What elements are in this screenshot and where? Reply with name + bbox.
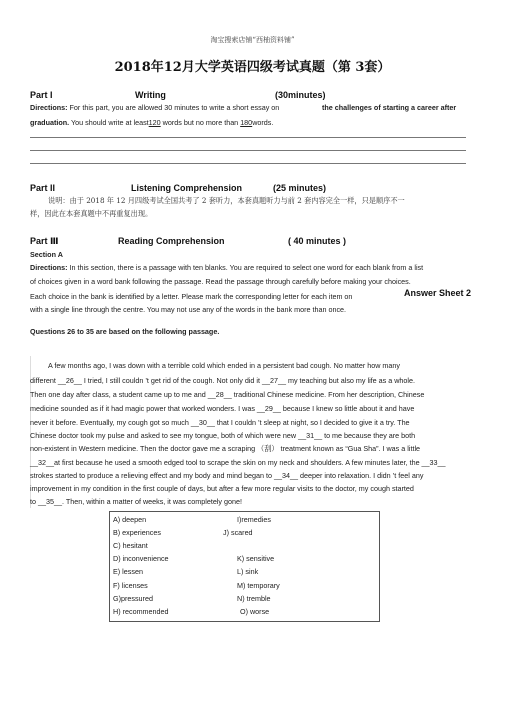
writing-line-2 [30,150,466,151]
passage-line: A few months ago, I was down with a terrible cold which ended in a persistent bad cough. No matter how many [48,361,400,370]
word-limit-end: words. [252,118,274,127]
essay-topic-end: graduation. [30,118,70,127]
word-bank-option: M) temporary [237,581,280,590]
passage-line: to __35__. Then, within a matter of weeks, it was completely gone! [30,497,243,506]
part1-time: (30minutes) [275,90,326,100]
answer-sheet-label: Answer Sheet 2 [404,288,472,298]
part3-directions-line3: Each choice in the bank is identified by a letter. Please mark the corresponding letter for each item on [30,292,353,301]
word-bank-option: C) hesitant [113,541,148,550]
word-bank-option: L) sink [237,567,259,576]
min-words: 120 [148,118,161,127]
passage-line: medicine sounded as if it had magic power that worked wonders. I was __29__ because I knew so little about it and have [30,404,415,413]
part2-label: Part II [30,183,56,193]
passage-line: __32__at first because he used a smooth edged tool to scrape the skin on my neck and shoulders. A few minutes later, the __33__ [30,458,446,467]
part1-directions-line2 [30,118,273,127]
part3-label: Part Ⅲ [30,236,59,246]
word-bank-option: A) deepen [113,515,147,524]
writing-line-3 [30,163,466,164]
part3-directions-line2: of choices given in a word bank following the passage. Read the passage through carefully before making your choices. [30,277,411,286]
word-bank-option: K) sensitive [237,554,275,563]
passage-line: different __26__ I tried, I still couldn ’t get rid of the cough. Not only did it __27__ my teaching but also my life as a whole. [30,376,416,385]
part3-directions-text1: In this section, there is a passage with ten blanks. You are required to select one word for each blank from a list [69,263,424,272]
word-bank-option: F) licenses [113,581,148,590]
part1-label: Part I [30,90,53,100]
passage-line: never it before. Eventually, my cough got so much __30__ that I couldn ’t sleep at night, so I decided to give it a try. The [30,418,410,427]
passage-line: improvement in my condition in the first couple of days, but after a few more regular visits to the doctor, my cough started [30,484,414,493]
passage-line: strokes started to produce a relieving effect and my body and mind began to __34__ deeper into relaxation. I didn ’t feel any [30,471,424,480]
word-limit-mid: words but no more than [162,118,239,127]
part3-directions-line4: with a single line through the centre. You may not use any of the words in the bank more than once. [30,305,347,314]
directions-label: Directions: [30,103,68,112]
section-heading: Section A [30,250,63,259]
part2-name: Listening Comprehension [131,183,243,193]
word-bank-option: I)remedies [237,515,271,524]
passage-line: Then one day after class, a student came up to me and __28__ traditional Chinese medicine. From her description, Chinese [30,390,425,399]
passage-line: non-existent in Western medicine. Then the doctor gave me a scraping （刮） treatment known as “Gua Sha”. I was a little [30,444,421,453]
essay-topic: the challenges of starting a career after [322,103,457,112]
word-bank-option: N) tremble [237,594,271,603]
part3-name: Reading Comprehension [118,236,225,246]
part3-time: ( 40 minutes ) [288,236,347,246]
max-words: 180 [240,118,253,127]
word-bank-option: E) lessen [113,567,143,576]
part2-note-line2: 样，因此在本套真题中不再重复出现。 [30,209,153,218]
writing-line-1 [30,137,466,138]
part2-note-line1: 说明：由于 2018 年 12 月四级考试全国共考了 2 套听力，本套真题听力与前 2 套内容完全一样，只是顺序不一 [48,196,405,205]
word-bank-option: J) scared [223,528,253,537]
directions-text: For this part, you are allowed 30 minutes to write a short essay on [69,103,280,112]
part2-time: (25 minutes) [273,183,327,193]
word-bank-option: B) experiences [113,528,161,537]
passage-line: Chinese doctor took my pulse and asked to see my tongue, both of which were new __31__ to me because they are both [30,431,416,440]
page-title: 2018年12月大学英语四级考试真题（第 3套） [114,60,391,75]
word-bank-option: D) inconvenience [113,554,169,563]
part3-directions-line1 [30,263,423,272]
word-limit-text: You should write at least [71,118,149,127]
word-bank-option: O) worse [240,607,270,616]
header-note: 淘宝搜索店铺“西柚资料铺” [210,36,295,44]
word-bank-option: H) recommended [113,607,169,616]
word-bank-option: G)pressured [113,594,153,603]
word-bank [109,511,380,622]
part3-directions-label: Directions: [30,263,68,272]
part1-directions-line1 [30,103,279,112]
questions-heading: Questions 26 to 35 are based on the following passage. [30,327,220,336]
part1-name: Writing [135,90,166,100]
